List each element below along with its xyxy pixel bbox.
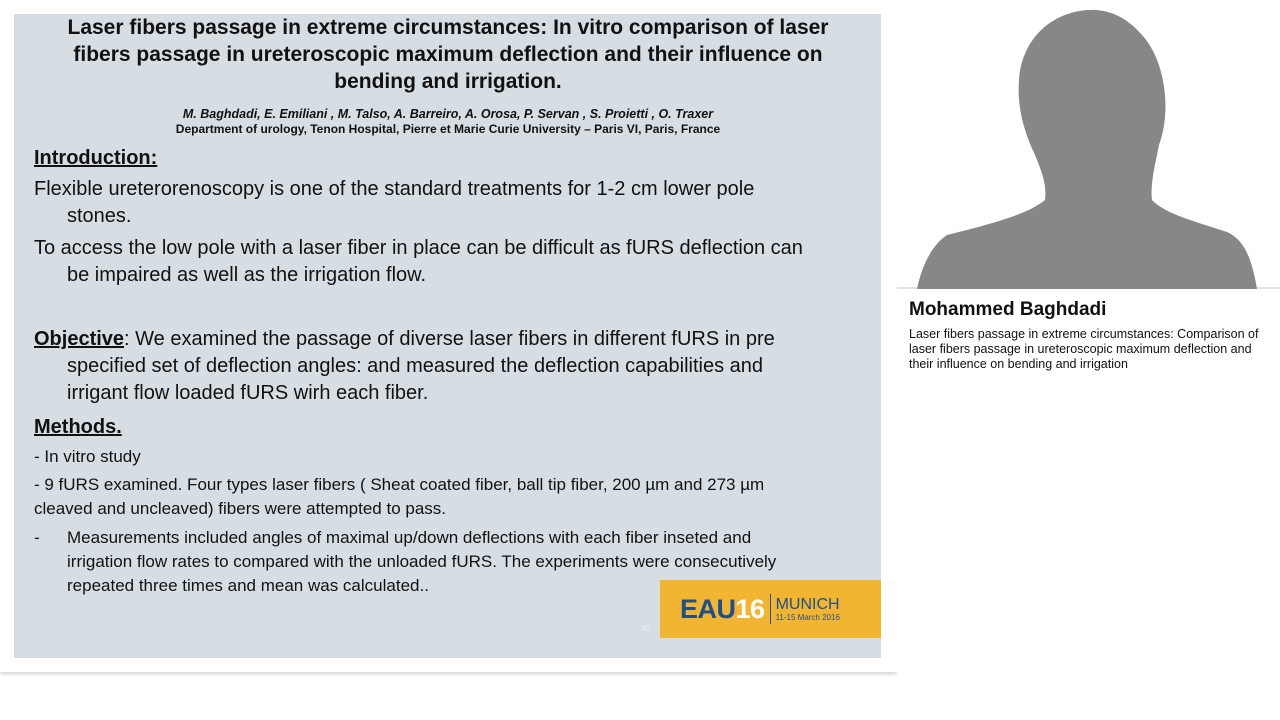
methods-item-2: - 9 fURS examined. Four types laser fibers ( Sheat coated fiber, ball tip fiber, 200 µm and 273 µm cleaved and uncleaved) fibers were attempted to pass.: [34, 475, 765, 518]
objective-label: Objective: [34, 328, 125, 350]
person-silhouette-icon: [897, 0, 1280, 289]
methods-item-3-text: Measurements included angles of maximal up/down deflections with each fiber inseted and irrigation flow rates to compared with the unloaded fURS. The experiments were consecutively repeated three times and mean was calculated..: [67, 528, 777, 595]
speaker-name: Mohammed Baghdadi: [909, 299, 1107, 320]
bullet-dash: -: [34, 528, 40, 547]
speaker-photo: [897, 0, 1280, 289]
speaker-panel: [897, 0, 1280, 720]
methods-item-1: - In vitro study: [34, 447, 141, 466]
objective-paragraph: [34, 326, 824, 407]
slide-title: Laser fibers passage in extreme circumstances: In vitro comparison of laser fibers passage in ureteroscopic maximum deflection and their influence on bending and irrigation.: [67, 16, 829, 93]
eau-logo-details: [776, 596, 840, 623]
objective-text: : We examined the passage of diverse laser fibers in different fURS in pre specified set of deflection angles: and measured the deflection capabilities and irrigant flow loaded fURS wirh each fiber.: [67, 328, 775, 404]
eau-congress-logo: [660, 580, 881, 638]
introduction-paragraph-2: To access the low pole with a laser fiber in place can be difficult as fURS deflection can be impaired as well as the irrigation flow.: [34, 237, 803, 286]
eau-logo-letters: EAU: [680, 593, 736, 624]
logo-divider: [770, 594, 771, 624]
slide-small-mark: IC: [642, 624, 650, 633]
eau-logo-dates: 11-15 March 2016: [775, 612, 840, 622]
eau-logo-number: 16: [735, 593, 765, 624]
methods-heading: Methods.: [34, 416, 122, 438]
introduction-heading: Introduction:: [34, 147, 158, 169]
talk-title: Laser fibers passage in extreme circumstances: Comparison of laser fibers passage in ureteroscopic maximum deflection and their influence on bending and irrigation: [909, 327, 1259, 371]
slide-authors: M. Baghdadi, E. Emiliani , M. Talso, A. Barreiro, A. Orosa, P. Servan , S. Proietti , O. Traxer: [182, 107, 714, 121]
presentation-slide: [14, 14, 881, 658]
eau-logo-brand: [680, 594, 765, 625]
slide-affiliation: Department of urology, Tenon Hospital, Pierre et Marie Curie University – Paris VI, Paris, France: [175, 122, 721, 136]
eau-logo-city: MUNICH: [775, 595, 840, 613]
introduction-paragraph-1: Flexible ureterorenoscopy is one of the standard treatments for 1-2 cm lower pole stones.: [34, 178, 755, 227]
